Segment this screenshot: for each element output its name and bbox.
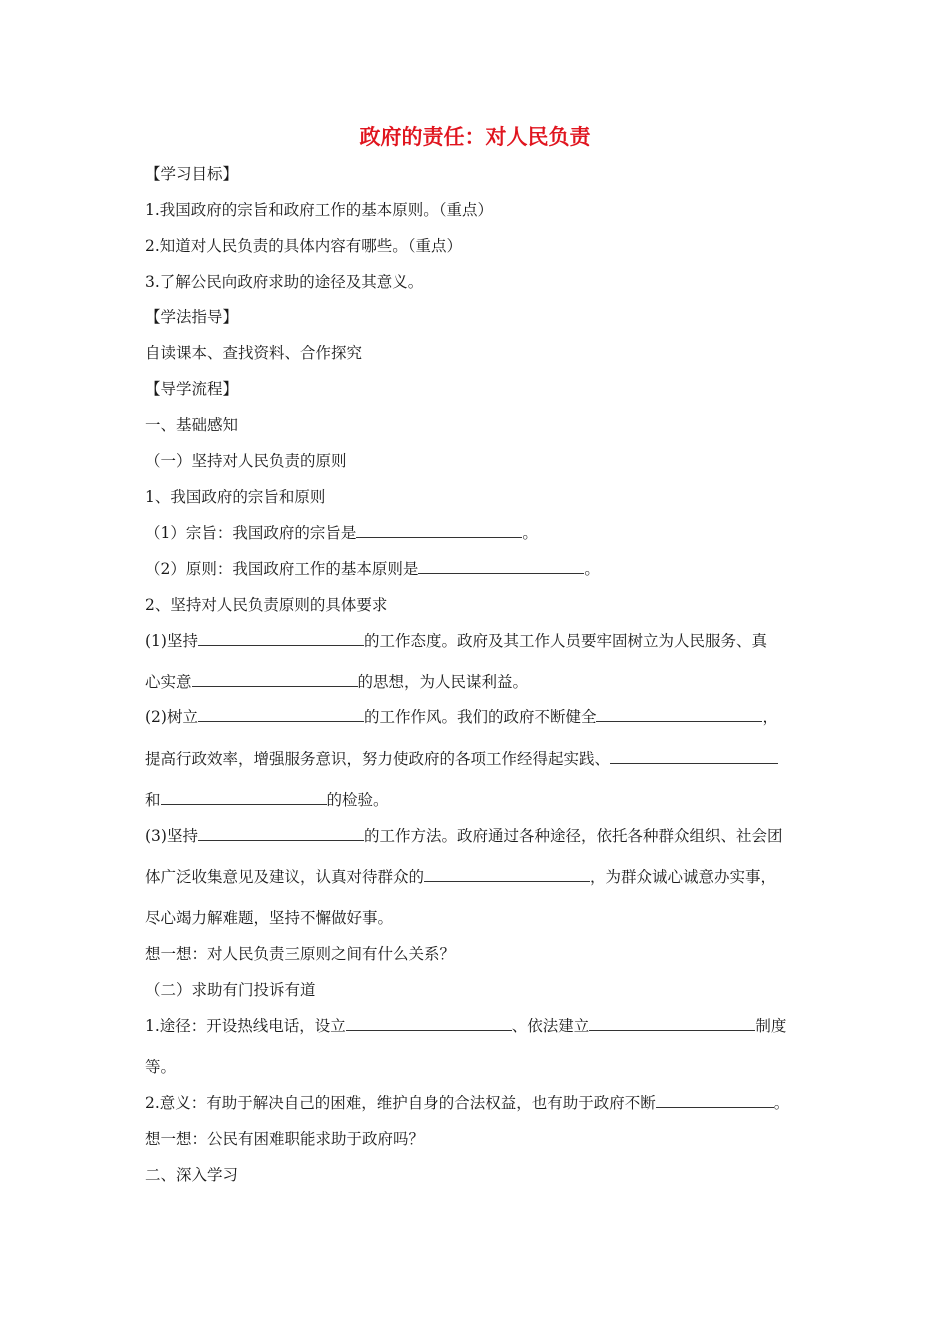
fill-blank	[161, 790, 327, 805]
meaning-line	[145, 1092, 789, 1114]
fill-blank	[596, 707, 762, 722]
requirement-1-text-end: 的思想，为人民谋利益。	[357, 673, 529, 691]
item-1-2-text: （2）原则：我国政府工作的基本原则是	[145, 560, 419, 578]
requirement-2-comma: ，	[762, 708, 778, 726]
requirement-1-text-2: 心实意	[145, 673, 192, 691]
item-1-2-end: 。	[584, 560, 600, 578]
ways-line-2: 等。	[145, 1058, 177, 1076]
part-two-heading: 二、深入学习	[145, 1166, 239, 1184]
requirement-2-text-2: 提高行政效率，增强服务意识，努力使政府的各项工作经得起实践、	[145, 750, 611, 768]
requirement-2-text-end: 的检验。	[326, 791, 389, 809]
page-title: 政府的责任：对人民负责	[359, 124, 591, 149]
fill-blank	[610, 749, 778, 764]
requirement-3-text-3: ，为群众诚心诚意办实事，	[590, 868, 777, 886]
item-1-2-line	[145, 558, 600, 580]
fill-blank	[198, 631, 364, 646]
fill-blank	[192, 672, 358, 687]
objectives-header: 【学习目标】	[145, 165, 239, 183]
requirement-1-text-cont: 的工作态度。政府及其工作人员要牢固树立为人民服务、真	[363, 632, 767, 650]
fill-blank	[198, 826, 364, 841]
item-1-heading: 1、我国政府的宗旨和原则	[145, 488, 326, 506]
fill-blank	[424, 867, 590, 882]
requirement-2-text: (2)树立	[145, 708, 198, 726]
requirement-2-line-2	[145, 748, 778, 770]
requirement-2-text-3: 和	[145, 791, 161, 809]
think-question-2: 想一想：公民有困难职能求助于政府吗？	[145, 1130, 425, 1148]
meaning-end: 。	[773, 1094, 790, 1112]
item-1-1-end: 。	[522, 524, 538, 542]
fill-blank	[346, 1016, 512, 1031]
requirement-2-line-3	[145, 789, 389, 811]
fill-blank	[198, 707, 364, 722]
fill-blank	[418, 559, 584, 574]
ways-text-3: 制度	[755, 1017, 787, 1035]
objective-2: 2.知道对人民负责的具体内容有哪些。（重点）	[145, 237, 463, 255]
objective-1: 1.我国政府的宗旨和政府工作的基本原则。（重点）	[145, 201, 494, 219]
method-header: 【学法指导】	[145, 308, 239, 326]
item-1-1-line	[145, 522, 538, 544]
requirement-1-text: (1)坚持	[145, 632, 198, 650]
requirement-3-line-1	[145, 825, 782, 847]
objective-3: 3.了解公民向政府求助的途径及其意义。	[145, 273, 424, 291]
method-text: 自读课本、查找资料、合作探究	[145, 344, 363, 362]
requirement-3-line-3: 尽心竭力解难题，坚持不懈做好事。	[145, 909, 394, 927]
ways-line-1	[145, 1015, 786, 1037]
requirement-3-text-cont: 的工作方法。政府通过各种途径，依托各种群众组织、社会团	[363, 827, 783, 845]
requirement-3-line-2	[145, 866, 776, 888]
requirement-3-text: (3)坚持	[145, 827, 198, 845]
requirement-1-line-2	[145, 671, 528, 693]
item-2-heading: 2、坚持对人民负责原则的具体要求	[145, 596, 388, 614]
fill-blank	[656, 1093, 774, 1108]
sub-section-two: （二）求助有门投诉有道	[145, 981, 316, 999]
ways-text-2: 、依法建立	[511, 1017, 590, 1035]
process-header: 【导学流程】	[145, 380, 239, 398]
requirement-1-line-1	[145, 630, 767, 652]
requirement-3-text-2: 体广泛收集意见及建议，认真对待群众的	[145, 868, 425, 886]
sub-section-one: （一）坚持对人民负责的原则	[145, 452, 347, 470]
think-question-1: 想一想：对人民负责三原则之间有什么关系？	[145, 945, 456, 963]
requirement-2-text-cont: 的工作作风。我们的政府不断健全	[363, 708, 597, 726]
fill-blank	[356, 523, 522, 538]
item-1-1-text: （1）宗旨：我国政府的宗旨是	[145, 524, 357, 542]
ways-text: 1.途径：开设热线电话，设立	[145, 1017, 346, 1035]
fill-blank	[589, 1016, 755, 1031]
meaning-text: 2.意义：有助于解决自己的困难，维护自身的合法权益，也有助于政府不断	[145, 1094, 656, 1112]
requirement-2-line-1	[145, 706, 778, 728]
part-one-heading: 一、基础感知	[145, 416, 239, 434]
